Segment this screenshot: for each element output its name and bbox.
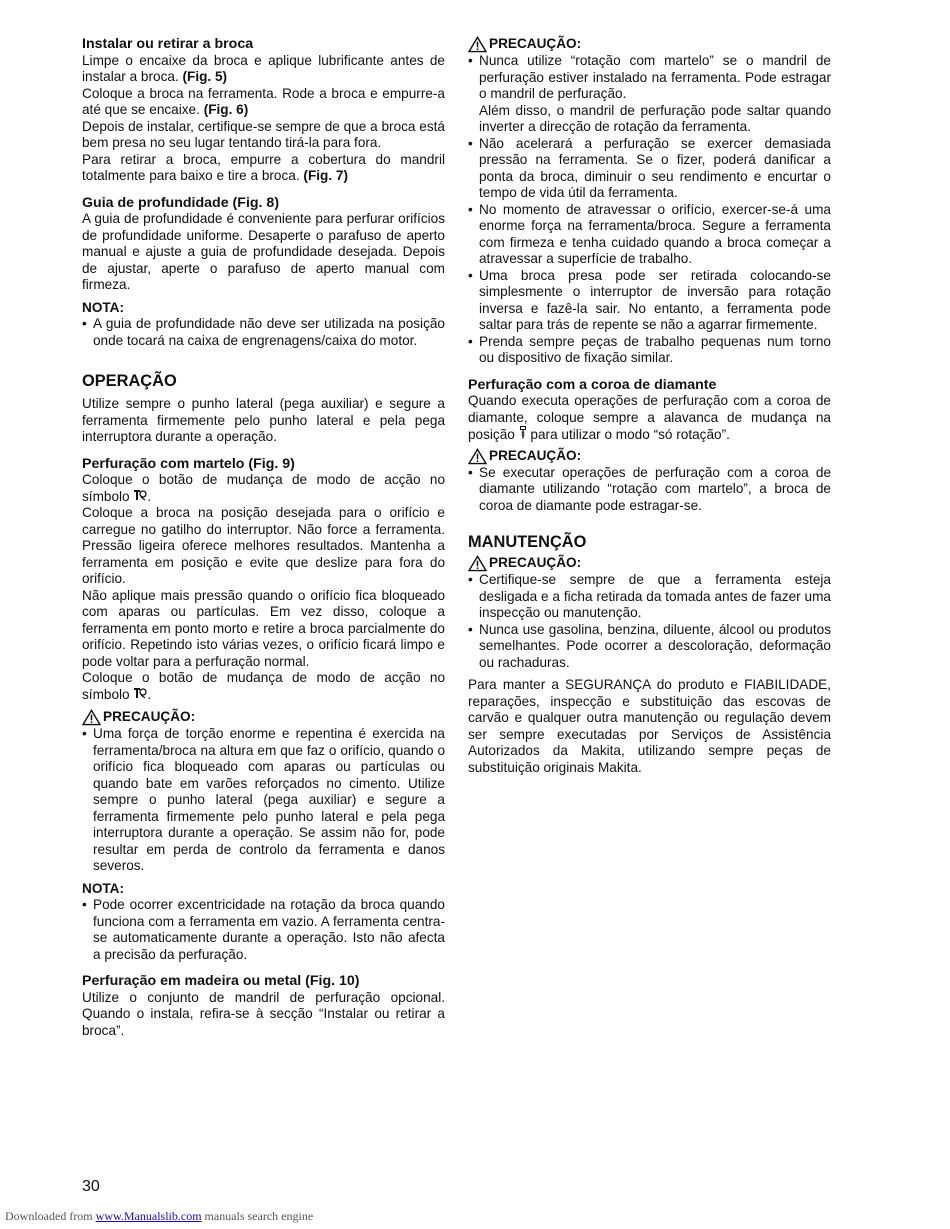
warning-triangle-icon [82,709,101,726]
hammer-mode-icon [133,489,147,506]
footer-prefix: Downloaded from [5,1209,93,1223]
nota-label: NOTA: [82,880,125,896]
caution-item: • No momento de atravessar o orifício, exercer-se-á uma enorme força na ferramenta/broca. Segure a ferramenta com firmeza e tenha cuidado quando a broca começar a atravessar a superfície de trabalho. [468,202,831,268]
caution-list [468,572,831,671]
hammer-paragraph-3: Não aplique mais pressão quando o orifício fica bloqueado com aparas ou partículas. Em vez disso, coloque a ferramenta em ponto morto e retire a broca parcialmente do orifício. Repetindo isto várias vezes, o orifício ficará limpo e pode voltar para a perfuração normal. [82,587,445,669]
hammer-drilling-heading: Perfuração com martelo (Fig. 9) [82,455,295,472]
caution-heading: PRECAUÇÃO: [468,36,831,53]
nota-list [82,316,445,349]
warning-triangle-icon [468,36,487,53]
diamond-core-heading: Perfuração com a coroa de diamante [468,376,717,393]
install-heading: Instalar ou retirar a broca [82,36,254,52]
caution-item: • Uma broca presa pode ser retirada colocando-se simplesmente o interruptor de inversão para rotação inversa e fazê-la sair. No entanto, a ferramenta pode saltar para trás de repente se não a agarrar firmemente. [468,268,831,334]
wood-metal-paragraph: Utilize o conjunto de mandril de perfuração opcional. Quando o instala, refira-se à secção “Instalar ou retirar a broca”. [82,989,445,1038]
wood-metal-heading: Perfuração em madeira ou metal (Fig. 10) [82,973,360,989]
maintenance-paragraph: Para manter a SEGURANÇA do produto e FIABILIDADE, reparações, inspecção e substituição das escovas de carvão e qualquer outra manutenção ou regulação devem ser sempre executadas por Serviços de Assistência Autorizados da Makita, utilizando sempre peças de substituição originais Makita. [468,677,831,775]
right-column [468,36,831,776]
caution-item: • Uma força de torção enorme e repentina é exercida na ferramenta/broca na altura em que faz o orifício, quando o orifício fica bloqueado com aparas ou partículas ou quando bate em varões reforçados no cimento. Utilize sempre o punho lateral (pega auxiliar) e segure a ferramenta firmemente pelo punho lateral e pela pega interruptora durante a operação. Se assim não for, pode resultar em perda de controlo da ferramenta e danos severos. [82,726,445,875]
nota-item: • A guia de profundidade não deve ser utilizada na posição onde tocará na caixa de engrenagens/caixa do motor. [82,316,445,349]
download-footer [5,1209,313,1224]
diamond-core-paragraph: Quando executa operações de perfuração com a coroa de diamante, coloque sempre a alavanca de mudança na posição para utilizar o modo “só rotação”. [468,393,831,442]
drill-mode-icon [519,426,527,444]
operation-heading: OPERAÇÃO [82,372,177,390]
hammer-paragraph-2: Coloque a broca na posição desejada para o orifício e carregue no gatilho do interruptor. Não force a ferramenta. Pressão ligeira oferece melhores resultados. Mantenha a ferramenta em posição e evite que deslize para fora do orifício. [82,505,445,586]
hammer-mode-icon [133,687,147,704]
nota-list [82,897,445,963]
caution-list [82,726,445,875]
depth-guide-heading: Guia de profundidade (Fig. 8) [82,194,280,211]
caution-list [468,53,831,367]
footer-suffix: manuals search engine [204,1209,314,1223]
install-paragraph-2: Coloque a broca na ferramenta. Rode a broca e empurre-a até que se encaixe. (Fig. 6) [82,85,445,117]
caution-item: • Não acelerará a perfuração se exercer demasiada pressão na ferramenta. Se o fizer, poderá danificar a ponta da broca, diminuir o seu rendimento e encurtar o tempo de vida útil da ferramenta. [468,136,831,202]
page-number: 30 [82,1178,100,1195]
nota-label: NOTA: [82,299,125,315]
caution-heading: PRECAUÇÃO: [468,448,831,465]
install-paragraph-1: Limpe o encaixe da broca e aplique lubrificante antes de instalar a broca. (Fig. 5) [82,52,445,84]
maintenance-heading: MANUTENÇÃO [468,533,587,551]
caution-item: • Prenda sempre peças de trabalho pequenas num torno ou dispositivo de fixação similar. [468,334,831,367]
manualslib-link[interactable]: www.Manualslib.com [95,1209,202,1223]
hammer-paragraph-1: Coloque o botão de mudança de modo de acção no símbolo . [82,472,445,504]
left-column [82,36,445,1039]
install-paragraph-3: Depois de instalar, certifique-se sempre de que a broca está bem presa no seu lugar tentando tirá-la para fora. [82,118,445,150]
caution-list [468,465,831,515]
install-paragraph-4: Para retirar a broca, empurre a cobertura do mandril totalmente para baixo e tire a broca. (Fig. 7) [82,151,445,183]
warning-triangle-icon [468,448,487,465]
depth-guide-paragraph: A guia de profundidade é conveniente para perfurar orifícios de profundidade uniforme. Desaperte o parafuso de aperto manual e ajuste a guia de profundidade desejada. Depois de ajustar, aperte o parafuso de aperto manual com firmeza. [82,211,445,292]
nota-item: • Pode ocorrer excentricidade na rotação da broca quando funciona com a ferramenta em vazio. A ferramenta centra-se automaticamente durante a operação. Isto não afecta a precisão da perfuração. [82,897,445,963]
caution-heading: PRECAUÇÃO: [468,555,831,572]
caution-item: • Se executar operações de perfuração com a coroa de diamante utilizando “rotação com martelo”, a broca de coroa de diamante pode estragar-se. [468,465,831,515]
warning-triangle-icon [468,555,487,572]
caution-item: • Nunca use gasolina, benzina, diluente, álcool ou produtos semelhantes. Pode ocorrer a descoloração, deformação ou rachaduras. [468,622,831,672]
caution-item: • Certifique-se sempre de que a ferramenta esteja desligada e a ficha retirada da tomada antes de fazer uma inspecção ou manutenção. [468,572,831,622]
caution-heading: PRECAUÇÃO: [82,709,445,726]
hammer-paragraph-4: Coloque o botão de mudança de modo de acção no símbolo . [82,670,445,702]
caution-item-continuation: Além disso, o mandril de perfuração pode saltar quando inverter a direcção de rotação da ferramenta. [479,102,831,134]
operation-paragraph: Utilize sempre o punho lateral (pega auxiliar) e segure a ferramenta firmemente pelo punho lateral e pela pega interruptora durante a operação. [82,396,445,444]
caution-item: • Nunca utilize “rotação com martelo” se o mandril de perfuração estiver instalado na ferramenta. Pode estragar o mandril de perfuração. Além disso, o mandril de perfuração pode saltar quando inverter a direcção de rotação da ferramenta. [468,53,831,136]
